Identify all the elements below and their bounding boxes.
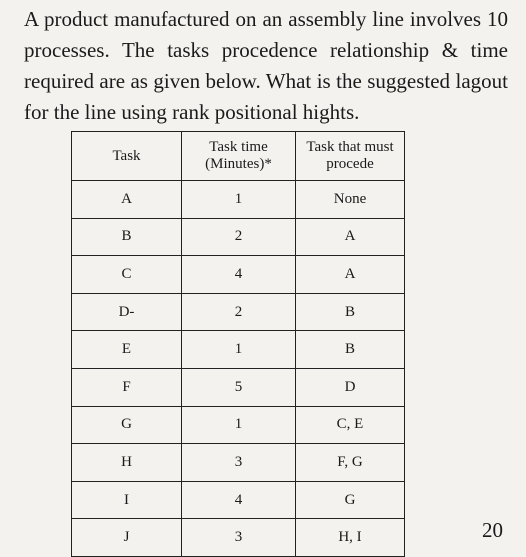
cell-time: 4 <box>182 256 296 294</box>
table-row <box>72 181 405 219</box>
cell-predecessor: A <box>296 218 405 256</box>
header-pred-line1: Task that must <box>306 139 394 155</box>
table-row <box>72 406 405 444</box>
table-row <box>72 293 405 331</box>
table-header-row <box>72 132 405 181</box>
cell-task: D- <box>72 293 182 331</box>
table-row <box>72 331 405 369</box>
table-row <box>72 256 405 294</box>
cell-task: C <box>72 256 182 294</box>
header-task: Task <box>72 132 182 181</box>
cell-time: 2 <box>182 218 296 256</box>
header-time-line1: Task time <box>209 139 268 155</box>
table-row <box>72 519 405 557</box>
cell-predecessor: C, E <box>296 406 405 444</box>
cell-task: E <box>72 331 182 369</box>
table-row <box>72 368 405 406</box>
cell-predecessor: F, G <box>296 444 405 482</box>
page-number: 20 <box>482 518 503 542</box>
cell-task: A <box>72 181 182 219</box>
cell-time: 3 <box>182 444 296 482</box>
cell-predecessor: H, I <box>296 519 405 557</box>
cell-time: 1 <box>182 331 296 369</box>
cell-predecessor: B <box>296 331 405 369</box>
cell-task: F <box>72 368 182 406</box>
table-row <box>72 481 405 519</box>
table-row <box>72 444 405 482</box>
question-text: A product manufactured on an assembly line involves 10 processes. The tasks procedence relationship & time required are as given below. What is the suggested lagout for the line using rank positional hights. <box>24 7 508 124</box>
table-row <box>72 218 405 256</box>
cell-predecessor: None <box>296 181 405 219</box>
header-task-time <box>182 132 296 181</box>
cell-predecessor: G <box>296 481 405 519</box>
cell-time: 4 <box>182 481 296 519</box>
cell-time: 1 <box>182 406 296 444</box>
cell-time: 2 <box>182 293 296 331</box>
header-pred-line2: procede <box>326 156 374 172</box>
cell-task: I <box>72 481 182 519</box>
cell-task: J <box>72 519 182 557</box>
cell-predecessor: B <box>296 293 405 331</box>
cell-task: H <box>72 444 182 482</box>
cell-predecessor: D <box>296 368 405 406</box>
header-predecessor <box>296 132 405 181</box>
header-time-line2: (Minutes)* <box>205 156 272 172</box>
cell-predecessor: A <box>296 256 405 294</box>
cell-task: B <box>72 218 182 256</box>
cell-time: 3 <box>182 519 296 557</box>
cell-time: 5 <box>182 368 296 406</box>
task-precedence-table <box>71 131 405 557</box>
cell-time: 1 <box>182 181 296 219</box>
cell-task: G <box>72 406 182 444</box>
